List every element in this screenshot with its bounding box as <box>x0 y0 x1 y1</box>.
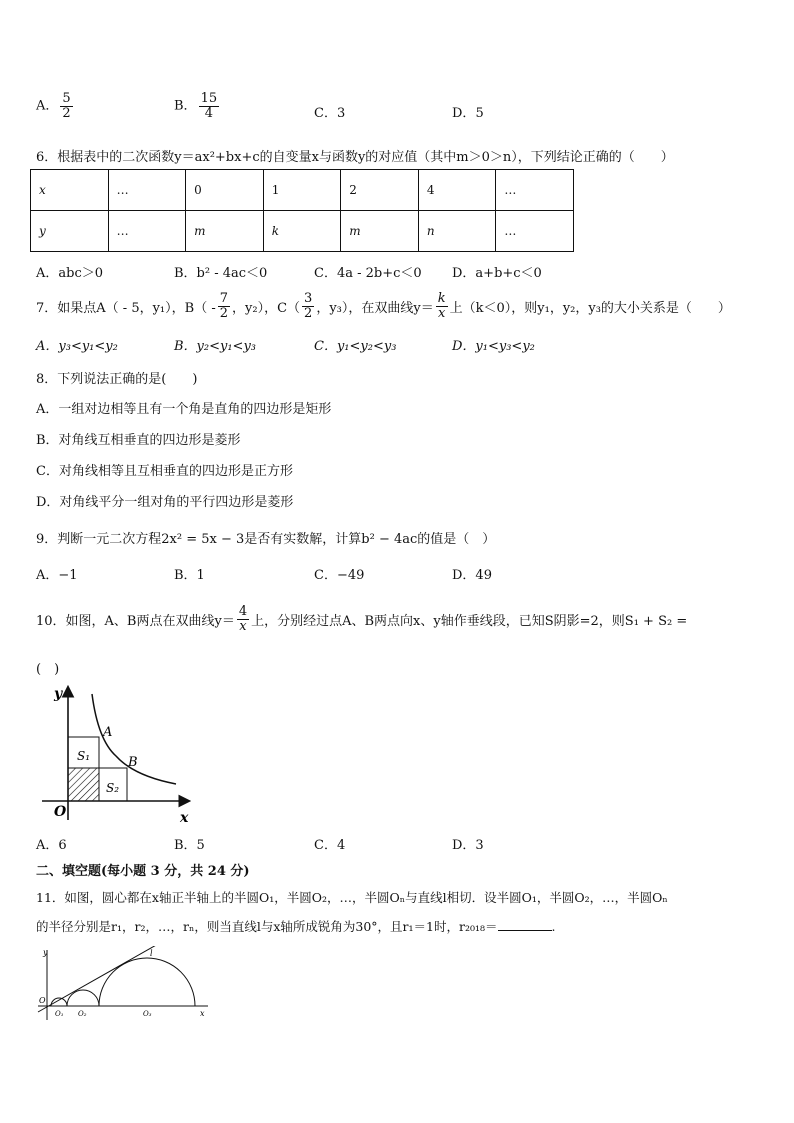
stem-text: 10．如图，A、B两点在双曲线y＝ <box>36 613 235 629</box>
fraction <box>302 292 314 320</box>
answer-blank[interactable] <box>498 918 552 931</box>
q7-stem <box>36 288 731 324</box>
option-label: A． <box>36 98 59 114</box>
q9-option-c: C．−49 <box>314 568 365 583</box>
stem-text: 上（k＜0），则y₁，y₂，y₃的大小关系是（ ） <box>449 300 731 316</box>
table-cell: x <box>31 170 109 211</box>
q8-option-b: B．对角线互相垂直的四边形是菱形 <box>36 433 241 448</box>
denominator: 2 <box>219 305 229 321</box>
table-cell: … <box>108 170 186 211</box>
numerator: k <box>437 290 446 306</box>
denominator: 2 <box>304 305 313 321</box>
option-text: 5 <box>475 106 484 121</box>
table-cell: 2 <box>341 170 419 211</box>
q7-options <box>36 335 596 357</box>
q6-value-table <box>30 169 574 252</box>
point-a-label: A <box>103 725 113 740</box>
numerator: 7 <box>219 290 229 306</box>
fraction <box>60 92 72 120</box>
q5-option-d <box>452 102 484 121</box>
q10-option-d: D．3 <box>452 838 484 853</box>
semicircle-o3 <box>99 958 195 1006</box>
y-axis-label: y <box>43 948 48 957</box>
table-cell: 1 <box>263 170 341 211</box>
origin-label: O <box>39 996 46 1005</box>
q7-option-d: D．y₁<y₃<y₂ <box>452 339 535 354</box>
q7-option-b: B．y₂<y₁<y₃ <box>174 339 257 354</box>
denominator: x <box>437 305 446 321</box>
table-cell: m <box>186 211 264 252</box>
q10-options <box>36 834 596 856</box>
point-b-label: B <box>128 755 138 770</box>
q5-options <box>36 92 596 128</box>
stem-text: ，y₂），C（ <box>232 300 301 316</box>
numerator: 4 <box>238 603 248 619</box>
stem-text: 的半径分别是r₁，r₂，…，rₙ，则当直线l与x轴所成锐角为30°，且r₁＝1时，r₂₀₁₈＝ <box>36 919 498 934</box>
numerator: 5 <box>62 91 71 106</box>
numerator: 3 <box>304 290 313 306</box>
q9-options <box>36 564 596 586</box>
table-cell: … <box>108 211 186 252</box>
q6-option-d: D．a+b+c＜0 <box>452 266 542 281</box>
q8-option-a: A．一组对边相等且有一个角是直角的四边形是矩形 <box>36 402 332 417</box>
fraction <box>436 292 448 320</box>
table-cell: 0 <box>186 170 264 211</box>
denominator: 4 <box>204 105 213 121</box>
stem-text: . <box>551 919 556 934</box>
q10-option-c: C．4 <box>314 838 346 853</box>
table-row <box>31 170 574 211</box>
s1-label: S₁ <box>77 749 91 763</box>
denominator: 2 <box>62 105 71 121</box>
q6-option-a: A．abc＞0 <box>36 266 104 281</box>
denominator: x <box>239 618 247 634</box>
option-text: 3 <box>336 106 346 121</box>
q9-option-a: A．−1 <box>36 568 78 583</box>
q8-option-c: C．对角线相等且互相垂直的四边形是正方形 <box>36 464 293 479</box>
stem-text: ，y₃），在双曲线y＝ <box>316 300 434 316</box>
q10-option-a: A．6 <box>36 838 67 853</box>
stem-text: 7．如果点A（ - 5，y₁），B（ - <box>36 300 216 316</box>
q7-option-a: A．y₃<y₁<y₂ <box>36 339 118 354</box>
section-title: 二、填空题(每小题 3 分，共 24 分) <box>36 864 250 879</box>
origin-label: O <box>54 804 67 820</box>
table-cell: n <box>418 211 496 252</box>
q6-options <box>36 262 596 284</box>
fraction <box>237 605 249 633</box>
o1-label: O₁ <box>55 1010 64 1018</box>
s2-label: S₂ <box>106 781 120 795</box>
q9-option-b: B．1 <box>174 568 205 583</box>
o3-label: O₃ <box>143 1010 152 1018</box>
table-row <box>31 211 574 252</box>
q10-figure <box>36 680 206 830</box>
q6-option-b: B．b² - 4ac＜0 <box>174 266 268 281</box>
q10-stem <box>36 600 687 638</box>
q5-option-a <box>36 92 75 120</box>
q11-figure <box>36 946 216 1024</box>
numerator: 15 <box>200 91 218 106</box>
y-axis-label: y <box>54 686 63 702</box>
table-cell: k <box>263 211 341 252</box>
table-cell: … <box>496 211 574 252</box>
semicircle-o1 <box>51 998 67 1006</box>
q6-option-c: C．4a - 2b+c＜0 <box>314 266 422 281</box>
table-cell: m <box>341 211 419 252</box>
tangent-line-l <box>38 946 158 1012</box>
option-label: D． <box>452 106 476 121</box>
q10-answer-paren: ( ) <box>36 662 60 677</box>
option-label: B． <box>174 98 197 114</box>
q11-line-1: 11．如图，圆心都在x轴正半轴上的半圆O₁，半圆O₂，…，半圆Oₙ与直线l相切．设半圆O₁，半圆O₂，…，半圆Oₙ <box>36 890 668 905</box>
q6-stem: 6．根据表中的二次函数y＝ax²+bx+c的自变量x与函数y的对应值（其中m＞0＞n），下列结论正确的（ ） <box>36 150 674 165</box>
line-l-label: l <box>150 949 153 958</box>
x-axis-label: x <box>180 810 189 826</box>
q8-stem: 8．下列说法正确的是( ) <box>36 372 198 387</box>
x-axis-label: x <box>200 1009 205 1018</box>
table-cell: y <box>31 211 109 252</box>
q5-option-b <box>174 92 221 120</box>
q7-option-c: C．y₁<y₂<y₃ <box>314 339 397 354</box>
q8-option-d: D．对角线平分一组对角的平行四边形是菱形 <box>36 495 294 510</box>
q11-line-2 <box>36 917 556 935</box>
option-label: C． <box>314 106 337 121</box>
fraction <box>199 92 220 120</box>
q5-option-c <box>314 102 345 121</box>
stem-text: 上，分别经过点A、B两点向x、y轴作垂线段，已知S阴影=2，则S₁ + S₂ = <box>251 613 688 629</box>
fraction <box>218 292 230 320</box>
shaded-region <box>68 768 99 801</box>
q10-option-b: B．5 <box>174 838 205 853</box>
table-cell: 4 <box>418 170 496 211</box>
q9-stem: 9．判断一元二次方程2x² = 5x − 3是否有实数解，计算b² − 4ac的值是（ ） <box>36 532 496 547</box>
o2-label: O₂ <box>78 1010 87 1018</box>
q9-option-d: D．49 <box>452 568 492 583</box>
table-cell: … <box>496 170 574 211</box>
